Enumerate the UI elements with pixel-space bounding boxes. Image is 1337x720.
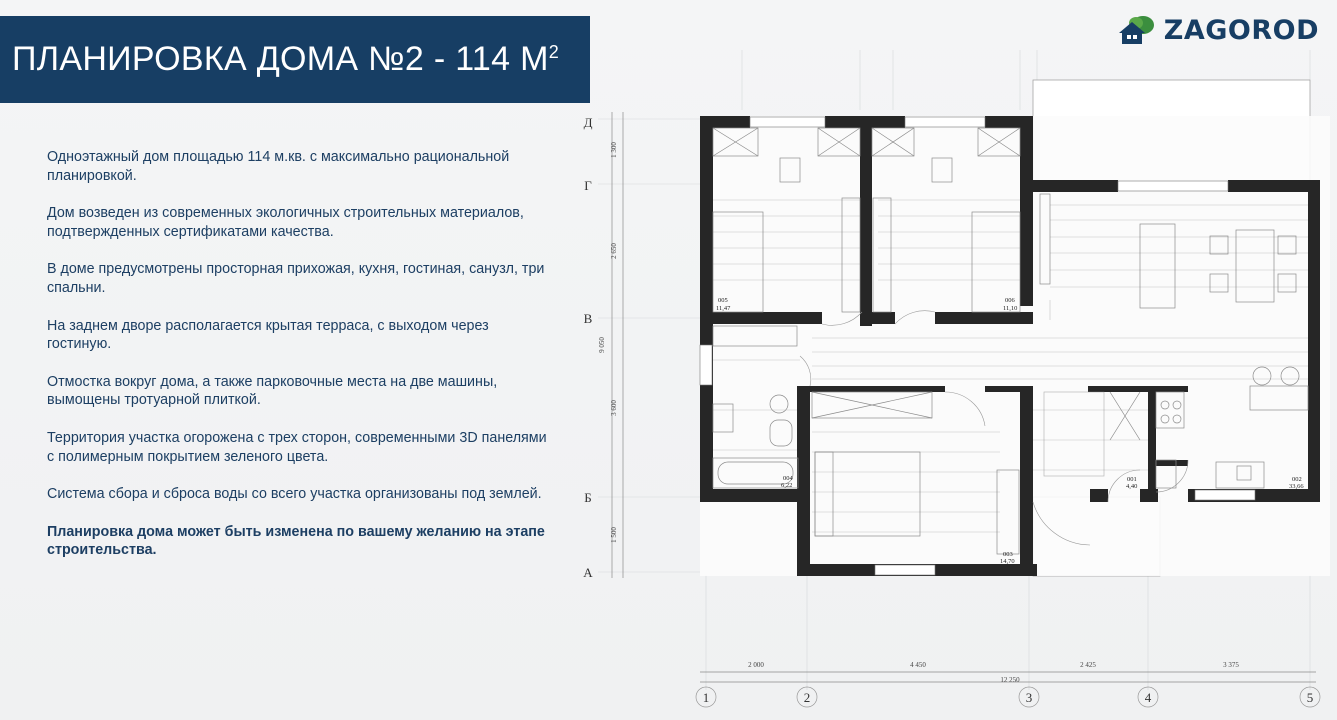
room-number: 001 [1127,476,1137,483]
room-number: 004 [783,475,793,482]
description-paragraph: Отмостка вокруг дома, а также парковочные места на две машины, вымощены тротуарной плиткой. [47,373,498,409]
axis-label-row: В [583,311,593,326]
dim-vertical: 9 050 [598,337,606,353]
description-paragraph: Одноэтажный дом площадью 114 м.кв. с максимально рациональной планировкой. [47,149,510,184]
axis-label-col: 4 [1144,690,1152,705]
room-number: 006 [1005,297,1015,304]
axis-label-col: 2 [803,690,811,705]
dim-horizontal: 4 450 [910,661,926,669]
axis-label-row: А [583,565,593,580]
dim-total: 12 250 [1000,676,1020,684]
axis-label-col: 1 [702,690,710,705]
description-paragraph: На заднем дворе располагается крытая терраса, с выходом через гостиную. [47,317,489,353]
room-area: 11,47 [716,305,731,312]
dim-vertical: 2 650 [610,243,618,259]
room-number: 003 [1003,551,1013,558]
axis-label-col: 3 [1025,690,1033,705]
description-paragraph: В доме предусмотрены просторная прихожая, кухня, гостиная, санузл, три спальни. [47,261,545,296]
logo-text: ZAGOROD [1163,14,1319,46]
axis-label-row: Б [584,490,592,505]
room-area: 6,22 [781,482,793,489]
room-number: 002 [1292,476,1302,483]
axis-label-row: Г [584,178,592,193]
room-area: 33,66 [1289,483,1304,490]
description-paragraph: Территория участка огорожена с трех сторон, современными 3D панелями с полимерным покрытием зеленого цвета. [47,429,547,465]
room-number: 005 [718,297,728,304]
room-area: 4,40 [1126,483,1138,490]
dim-vertical: 1 500 [610,527,618,543]
customization-note: Планировка дома может быть изменена по вашему желанию на этапе строительства. [47,523,545,559]
dim-horizontal: 3 375 [1223,661,1239,669]
dim-vertical: 3 600 [610,400,618,416]
axis-label-col: 5 [1306,690,1314,705]
room-area: 11,10 [1003,305,1018,312]
room-area: 14,70 [1000,558,1015,565]
dim-vertical: 1 300 [610,142,618,158]
axis-label-row: Д [583,115,593,130]
dim-horizontal: 2 000 [748,661,764,669]
page-title: ПЛАНИРОВКА ДОМА №2 - 114 $М^2$ [12,40,560,78]
description-paragraph: Дом возведен из современных экологичных строительных материалов, подтвержденных сертификатами качества. [47,205,524,240]
description-paragraph: Система сбора и сброса воды со всего участка организованы под землей. [47,486,542,503]
dim-horizontal: 2 425 [1080,661,1096,669]
